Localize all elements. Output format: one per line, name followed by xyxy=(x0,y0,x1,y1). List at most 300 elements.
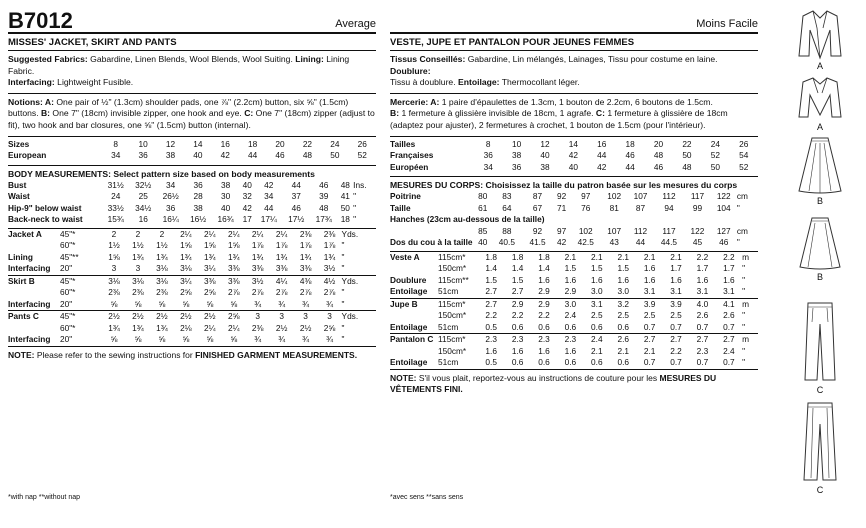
size-value: 36 xyxy=(138,150,148,161)
yardage-value: ¾ xyxy=(254,298,262,309)
body-value: 30 xyxy=(220,191,231,202)
size-value: 38 xyxy=(165,150,176,161)
yardage-value: 2.7 xyxy=(485,286,497,297)
yardage-value: 3⅛ xyxy=(156,263,168,274)
size-value: 26 xyxy=(739,138,749,149)
body-value: 17¼ xyxy=(260,214,277,225)
yardage-value: 0.7 xyxy=(696,321,709,332)
yardage-value: ⅝ xyxy=(110,334,118,345)
body-value: 107 xyxy=(633,191,648,202)
pattern-title: VESTE, JUPE ET PANTALON POUR JEUNES FEMMES xyxy=(390,34,758,51)
unit: Yds. xyxy=(341,275,359,286)
body-value: 81 xyxy=(609,202,619,213)
body-value: 15¾ xyxy=(107,214,124,225)
body-value: 42 xyxy=(264,179,274,190)
yardage-value: 0.6 xyxy=(538,357,550,368)
difficulty-level: Moins Facile xyxy=(696,18,758,30)
yardage-value: 3⅛ xyxy=(156,275,168,286)
yardage-value: 2.3 xyxy=(696,345,709,356)
yardage-value: 3.1 xyxy=(670,286,682,297)
yardage-group xyxy=(390,299,758,335)
size-value: 36 xyxy=(511,161,522,172)
body-value: 16 xyxy=(138,214,148,225)
yardage-value: ⅝ xyxy=(206,334,214,345)
cropped-jacket-icon xyxy=(795,75,845,121)
note: NOTE: Please refer to the sewing instructions for FINISHED GARMENT MEASUREMENTS. xyxy=(8,349,358,360)
yardage-value: 0.7 xyxy=(670,321,682,332)
garment-label: Entoilage xyxy=(390,321,428,332)
yardage-value: ⅝ xyxy=(110,298,118,309)
fabric-width: 45"** xyxy=(60,251,79,262)
size-value: 36 xyxy=(483,150,493,161)
yardage-value: 3.1 xyxy=(643,286,656,297)
fabric-width: 60"* xyxy=(60,287,76,298)
yardage-value: 3⅜ xyxy=(204,275,216,286)
unit: Yds. xyxy=(341,228,359,239)
body-value: 67 xyxy=(532,202,543,213)
yardage-value: 2.7 xyxy=(511,286,524,297)
yardage-value: ⅝ xyxy=(230,298,238,309)
body-value: 107 xyxy=(607,225,622,236)
garment-label: Jupe B xyxy=(390,298,418,309)
size-value: 46 xyxy=(275,150,285,161)
body-value: 36 xyxy=(193,179,203,190)
pleated-pants-icon xyxy=(795,300,845,384)
yardage-value: 2.1 xyxy=(564,251,577,262)
yardage-value: 4⅜ xyxy=(299,275,312,286)
yardage-row xyxy=(390,334,758,346)
yardage-value: ⅝ xyxy=(158,334,166,345)
garment-label: Pantalon C xyxy=(390,334,434,345)
yardage-value: 2⅝ xyxy=(323,322,336,333)
row-label: European xyxy=(8,150,47,161)
size-value: 16 xyxy=(220,138,230,149)
fabric-width: 45"* xyxy=(60,228,76,239)
garment-label xyxy=(390,310,438,322)
body-value: 122 xyxy=(716,191,731,202)
yardage-value: 3⅛ xyxy=(132,275,144,286)
yardage-value: ¾ xyxy=(302,298,310,309)
body-value: 26½ xyxy=(162,191,179,202)
yardage-value: 1¾ xyxy=(227,251,240,262)
yardage-value: 0.7 xyxy=(670,357,682,368)
yardage-value: 2.9 xyxy=(564,286,577,297)
yardage-value: 2.3 xyxy=(564,334,577,345)
unit: cm xyxy=(736,225,748,236)
yardage-value: 2.2 xyxy=(723,251,735,262)
yardage-value: 0.6 xyxy=(538,321,550,332)
yardage-value: 0.6 xyxy=(511,357,524,368)
garment-label: Pants C xyxy=(8,311,39,322)
notions-paragraph: Mercerie: A: 1 paire d'épaulettes de 1.3cm, 1 bouton de 2.2cm, 6 boutons de 1.5cm. B: 1 fermeture à glissière invisible de 18cm, 1 agrafe. C: 1 fermeture à glissière de 18cm (adaptez pour ajuster), 2 fermetures à crochet, 1 bouton de 1.5cm (pour l'intérieur). xyxy=(390,94,758,137)
garment-label: Entoilage xyxy=(390,357,428,368)
body-value: 48 xyxy=(319,202,329,213)
size-value: 44 xyxy=(597,150,607,161)
unit: m xyxy=(742,298,749,309)
yardage-value: 1.6 xyxy=(723,274,735,285)
yardage-row xyxy=(8,263,376,275)
yardage-group xyxy=(390,334,758,370)
yardage-value: 2.1 xyxy=(670,251,682,262)
yardage-value: 0.7 xyxy=(723,321,735,332)
yardage-value: 2⅛ xyxy=(180,322,192,333)
body-value: 34½ xyxy=(135,202,152,213)
yardage-value: 2.1 xyxy=(617,251,629,262)
body-value: 39 xyxy=(319,191,329,202)
yardage-value: 3⅜ xyxy=(227,275,240,286)
yardage-value: 2.7 xyxy=(643,334,656,345)
yardage-value: 2.6 xyxy=(617,334,629,345)
yardage-value: 2.9 xyxy=(511,298,524,309)
body-label: Back-neck to waist xyxy=(8,214,83,225)
size-value: 34 xyxy=(483,161,493,172)
body-value: 40 xyxy=(242,179,252,190)
body-value: 102 xyxy=(578,225,593,236)
yardage-value: 2⅞ xyxy=(227,287,240,298)
size-value: 50 xyxy=(330,150,340,161)
body-value: 127 xyxy=(716,225,731,236)
fabric-width: 60"* xyxy=(60,322,76,333)
yardage-value: 1¾ xyxy=(108,322,120,333)
garment-label xyxy=(390,263,438,275)
size-value: 44 xyxy=(248,150,258,161)
fabric-width: 51cm xyxy=(438,321,459,332)
yardage-value: 1½ xyxy=(156,240,168,251)
yardage-value: 3.9 xyxy=(670,298,682,309)
yardage-value: 2.2 xyxy=(696,251,709,262)
yardage-table xyxy=(390,252,758,370)
size-value: 22 xyxy=(682,138,692,149)
yardage-value: 2 xyxy=(111,228,117,239)
body-value: 44.5 xyxy=(660,237,678,248)
yardage-value: 0.6 xyxy=(617,357,629,368)
body-value: 87 xyxy=(635,202,646,213)
yardage-value: 2.4 xyxy=(564,310,577,321)
size-value: 16 xyxy=(597,138,607,149)
body-measurements-title: MESURES DU CORPS: Choisissez la taille du patron basée sur les mesures du corps xyxy=(390,180,738,191)
size-value: 42 xyxy=(597,161,607,172)
difficulty-level: Average xyxy=(335,18,376,30)
yardage-value: 2¼ xyxy=(204,228,216,239)
yardage-value: 2.7 xyxy=(723,334,735,345)
yardage-value: 2½ xyxy=(204,311,216,322)
yardage-value: 0.5 xyxy=(485,321,497,332)
yardage-value: 3 xyxy=(135,263,141,274)
size-value: 24 xyxy=(330,138,340,149)
body-value: 17 xyxy=(242,214,252,225)
yardage-value: 3 xyxy=(255,311,260,322)
garment-label: Interfacing xyxy=(8,263,51,274)
unit: Yds. xyxy=(341,311,359,322)
yardage-value: 2.2 xyxy=(538,310,550,321)
yardage-value: 2.7 xyxy=(670,334,682,345)
yardage-value: 4¼ xyxy=(275,275,288,286)
yardage-value: 4.1 xyxy=(723,298,735,309)
yardage-value: 0.6 xyxy=(511,321,524,332)
yardage-value: 1.5 xyxy=(511,274,524,285)
body-value: 34 xyxy=(166,179,176,190)
size-value: 34 xyxy=(111,150,121,161)
fabric-width: 60"* xyxy=(60,240,76,251)
yardage-value: 2.1 xyxy=(617,345,629,356)
body-value: 112 xyxy=(633,225,648,236)
yardage-value: 1.5 xyxy=(564,263,577,274)
body-value: 50 xyxy=(340,202,350,213)
yardage-row xyxy=(390,322,758,334)
garment-label xyxy=(8,323,60,335)
yardage-value: 1.6 xyxy=(617,274,629,285)
body-value: 44 xyxy=(291,179,301,190)
size-value: 50 xyxy=(682,150,692,161)
body-value: 42 xyxy=(242,202,252,213)
yardage-value: 3½ xyxy=(323,263,336,274)
body-value: 99 xyxy=(692,202,703,213)
yardage-value: 3.1 xyxy=(591,298,603,309)
garment-label xyxy=(390,346,438,358)
yardage-value: 2¼ xyxy=(251,228,264,239)
flared-skirt-icon xyxy=(795,215,845,271)
fabric-width: 45"* xyxy=(60,275,76,286)
yardage-value: 2½ xyxy=(108,311,120,322)
unit: " xyxy=(341,263,345,274)
yardage-value: 1.5 xyxy=(485,274,497,285)
yardage-value: 2¼ xyxy=(180,228,192,239)
unit: " xyxy=(341,251,345,262)
yardage-value: ⅝ xyxy=(206,298,214,309)
body-value: 46 xyxy=(291,202,301,213)
body-value: 17½ xyxy=(288,214,305,225)
yardage-value: 2.1 xyxy=(591,345,603,356)
yardage-value: 2¼ xyxy=(204,322,216,333)
yardage-value: 2⅜ xyxy=(156,287,168,298)
yardage-value: 3⅜ xyxy=(275,263,288,274)
yardage-value: 1⅞ xyxy=(251,240,264,251)
body-value: 34 xyxy=(264,191,274,202)
size-value: 52 xyxy=(710,150,720,161)
yardage-value: 2.9 xyxy=(538,286,550,297)
unit: " xyxy=(353,214,357,225)
yardage-value: 0.7 xyxy=(643,357,656,368)
unit: " xyxy=(341,298,345,309)
garment-label: Jacket A xyxy=(8,228,42,239)
yardage-value: 2.1 xyxy=(643,251,656,262)
size-value: 22 xyxy=(302,138,313,149)
yardage-value: 1.6 xyxy=(511,345,524,356)
yardage-value: 2.6 xyxy=(696,310,709,321)
unit: " xyxy=(341,287,345,298)
yardage-value: 2½ xyxy=(132,311,144,322)
body-value: 92 xyxy=(532,225,543,236)
yardage-row xyxy=(8,323,376,335)
yardage-group xyxy=(8,229,376,276)
yardage-value: 3.1 xyxy=(696,286,709,297)
body-label: Waist xyxy=(8,191,30,202)
size-value: 40 xyxy=(540,150,550,161)
body-row xyxy=(8,203,376,215)
fabric-width: 150cm* xyxy=(438,263,467,274)
yardage-value: 1.7 xyxy=(696,263,709,274)
header xyxy=(8,0,376,34)
yardage-row xyxy=(390,275,758,287)
yardage-value: 2½ xyxy=(156,311,168,322)
yardage-value: 2⅞ xyxy=(299,287,312,298)
body-value: 102 xyxy=(607,191,622,202)
body-value: 112 xyxy=(662,191,676,202)
fabric-width: 115cm* xyxy=(438,251,466,262)
yardage-value: 2.6 xyxy=(723,310,735,321)
yardage-value: ¾ xyxy=(326,334,334,345)
yardage-value: 1.8 xyxy=(485,251,497,262)
yardage-value: 2.5 xyxy=(670,310,682,321)
view-b-skirt-alt: B xyxy=(790,215,850,282)
garment-label: Skirt B xyxy=(8,275,35,286)
size-value: 54 xyxy=(739,150,749,161)
body-value: 48 xyxy=(340,179,350,190)
size-value: 46 xyxy=(625,150,635,161)
body-label: Bust xyxy=(8,179,27,190)
garment-label: Lining xyxy=(8,251,33,262)
yardage-value: 1¾ xyxy=(299,251,312,262)
yardage-value: 0.7 xyxy=(723,357,735,368)
body-value: 71 xyxy=(557,202,567,213)
size-value: 8 xyxy=(113,138,118,149)
body-value: 40.5 xyxy=(498,237,515,248)
yardage-value: 2.2 xyxy=(485,310,497,321)
yardage-value: 1¾ xyxy=(275,251,288,262)
body-label: Hip-9" below waist xyxy=(8,202,82,213)
row-label: Sizes xyxy=(8,138,30,149)
body-value: 83 xyxy=(502,191,512,202)
yardage-value: 2.3 xyxy=(511,334,524,345)
unit: " xyxy=(742,357,746,368)
yardage-value: 2⅞ xyxy=(251,287,264,298)
row-label: Françaises xyxy=(390,150,434,161)
yardage-value: 1¾ xyxy=(132,251,144,262)
yardage-value: 2⅜ xyxy=(251,322,264,333)
body-label: Taille xyxy=(390,202,411,213)
view-b-skirt: B xyxy=(790,135,850,206)
size-value: 42 xyxy=(568,150,578,161)
view-a-jacket: A xyxy=(790,8,850,71)
yardage-value: ¾ xyxy=(326,298,334,309)
view-c-pants-alt: C xyxy=(790,400,850,495)
yardage-value: 2.7 xyxy=(696,334,709,345)
body-row xyxy=(8,214,376,226)
yardage-value: 3.1 xyxy=(723,286,735,297)
size-value: 14 xyxy=(193,138,203,149)
size-value: 38 xyxy=(511,150,522,161)
yardage-value: 2.3 xyxy=(485,334,497,345)
yardage-value: ¾ xyxy=(278,334,286,345)
yardage-value: 1⅝ xyxy=(108,251,120,262)
notions-paragraph: Notions: A: One pair of ½" (1.3cm) shoulder pads, one ⅞" (2.2cm) button, six ⅝" (1.5cm) buttons. B: One 7" (18cm) invisible zipper, one hook and eye. C: One 7" (18cm) zipper (adjust to fit), two hook and bar closures, one ⅝" (1.5cm) button (internal). xyxy=(8,94,376,137)
yardage-value: 2½ xyxy=(299,322,312,333)
header xyxy=(390,0,758,34)
row-label: Européen xyxy=(390,161,429,172)
yardage-value: 1⅞ xyxy=(299,240,312,251)
body-row xyxy=(390,226,758,238)
body-value: 76 xyxy=(581,202,591,213)
body-value: 17¾ xyxy=(315,214,332,225)
body-value: 41.5 xyxy=(529,237,546,248)
yardage-value: 3.0 xyxy=(617,286,629,297)
yardage-value: 1.6 xyxy=(485,345,497,356)
body-value: 64 xyxy=(502,202,512,213)
sizes-row xyxy=(8,139,376,151)
yardage-value: 3.9 xyxy=(643,298,656,309)
unit: " xyxy=(742,274,746,285)
sizes-table xyxy=(390,137,758,178)
body-row xyxy=(8,191,376,203)
yardage-value: 2⅜ xyxy=(323,228,336,239)
yardage-value: 1¾ xyxy=(132,322,144,333)
yardage-value: 2.2 xyxy=(511,310,524,321)
body-value: 42 xyxy=(557,237,567,248)
yardage-value: 3¼ xyxy=(204,263,216,274)
full-skirt-icon xyxy=(795,135,845,195)
yardage-value: 1.6 xyxy=(564,274,577,285)
row-label: Tailles xyxy=(390,138,416,149)
size-value: 18 xyxy=(625,138,635,149)
yardage-value: 3.0 xyxy=(591,286,603,297)
yardage-value: 2⅜ xyxy=(108,287,120,298)
unit: m xyxy=(742,334,749,345)
unit: " xyxy=(341,334,345,345)
yardage-value: 2.2 xyxy=(670,345,682,356)
fabric-width: 115cm** xyxy=(438,274,469,285)
yardage-value: 1⅝ xyxy=(204,240,216,251)
size-value: 10 xyxy=(138,138,148,149)
size-value: 10 xyxy=(511,138,522,149)
yardage-value: 1.6 xyxy=(538,345,550,356)
body-value: 16¾ xyxy=(217,214,234,225)
size-value: 48 xyxy=(682,161,692,172)
yardage-value: 2.1 xyxy=(643,345,656,356)
yardage-value: 2⅜ xyxy=(132,287,144,298)
yardage-value: 1.5 xyxy=(617,263,629,274)
yardage-value: 3.0 xyxy=(564,298,577,309)
size-value: 50 xyxy=(710,161,720,172)
body-value: 16¼ xyxy=(162,214,179,225)
yardage-value: 2¼ xyxy=(227,322,240,333)
yardage-value: 1.6 xyxy=(591,274,603,285)
body-value: 16½ xyxy=(190,214,207,225)
size-value: 8 xyxy=(485,138,491,149)
pattern-code: B7012 xyxy=(8,8,73,33)
yardage-value: 0.6 xyxy=(591,357,603,368)
jacket-icon xyxy=(795,8,845,60)
fabric-width: 51cm xyxy=(438,286,459,297)
yardage-value: ⅝ xyxy=(134,298,142,309)
yardage-value: 3 xyxy=(327,311,332,322)
body-value: 87 xyxy=(532,191,543,202)
footnote: *avec sens **sans sens xyxy=(390,494,464,501)
yardage-group xyxy=(8,311,376,347)
unit: " xyxy=(742,286,746,297)
yardage-value: 1⅝ xyxy=(180,240,192,251)
yardage-row xyxy=(390,263,758,275)
yardage-value: ⅝ xyxy=(134,334,142,345)
body-value: 61 xyxy=(478,202,488,213)
fabric-width: 115cm* xyxy=(438,334,466,345)
yardage-row xyxy=(8,334,376,346)
yardage-value: 2½ xyxy=(180,311,192,322)
body-value: 44 xyxy=(264,202,274,213)
body-value: 94 xyxy=(664,202,674,213)
body-value: 28 xyxy=(193,191,203,202)
yardage-value: 3.2 xyxy=(617,298,629,309)
yardage-row xyxy=(390,252,758,264)
